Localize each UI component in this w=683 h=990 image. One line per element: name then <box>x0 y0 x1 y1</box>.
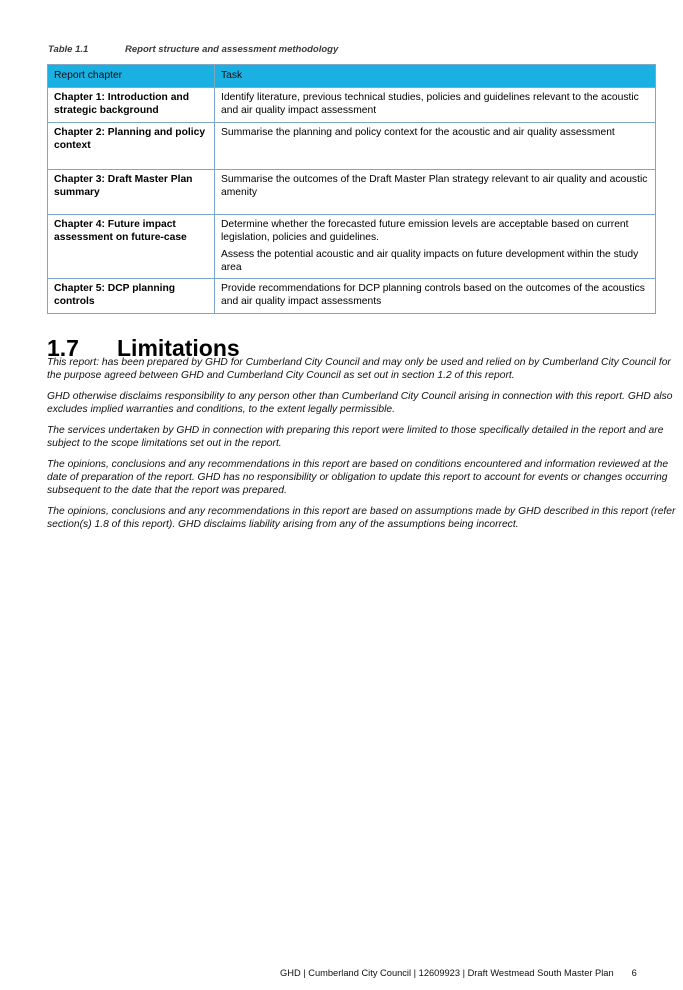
task-text: Summarise the planning and policy context for the acoustic and air quality assessment <box>221 127 615 138</box>
task-cell <box>215 88 656 123</box>
task-text: Assess the potential acoustic and air quality impacts on future development within the study area <box>221 249 639 273</box>
chapter-cell: Chapter 2: Planning and policy context <box>48 123 215 170</box>
header-report-chapter: Report chapter <box>48 65 215 88</box>
page-footer <box>280 968 637 978</box>
limitations-paragraph: This report: has been prepared by GHD for Cumberland City Council and may only be used and relied on by Cumberland City Council for the purpose agreed between GHD and Cumberland City Council as set out in section 1.2 of this report. <box>47 357 671 381</box>
limitations-paragraph: The opinions, conclusions and any recommendations in this report are based on assumptions made by GHD described in this report (refer section(s) 1.8 of this report). GHD disclaims liability arising from any of the assumptions being incorrect. <box>47 506 676 530</box>
header-task: Task <box>215 65 656 88</box>
table-row <box>48 88 656 123</box>
task-cell <box>215 279 656 314</box>
section-title: Limitations <box>117 335 240 362</box>
table-row <box>48 215 656 279</box>
limitations-paragraph: The services undertaken by GHD in connection with preparing this report were limited to those specifically detailed in the report and are subject to the scope limitations set out in the report. <box>47 425 664 449</box>
table-caption <box>48 44 338 55</box>
table-caption-title: Report structure and assessment methodology <box>125 44 339 55</box>
task-text: Determine whether the forecasted future emission levels are acceptable based on current legislation, policies and guidelines. <box>221 219 629 243</box>
limitations-body <box>47 356 679 539</box>
page-number: 6 <box>631 968 637 978</box>
table-row <box>48 170 656 215</box>
limitations-paragraph: The opinions, conclusions and any recommendations in this report are based on conditions encountered and information reviewed at the date of preparation of the report. GHD has no responsibility or obligation to update this report to account for events or changes occurring subsequent to the date that the report was prepared. <box>47 459 669 496</box>
chapter-cell: Chapter 5: DCP planning controls <box>48 279 215 314</box>
task-cell <box>215 215 656 279</box>
task-cell <box>215 170 656 215</box>
task-cell <box>215 123 656 170</box>
section-number: 1.7 <box>47 335 79 362</box>
task-text: Provide recommendations for DCP planning controls based on the outcomes of the acoustics and air quality impact assessments <box>221 283 645 307</box>
table-row <box>48 279 656 314</box>
limitations-paragraph: GHD otherwise disclaims responsibility to any person other than Cumberland City Council arising in connection with this report. GHD also excludes implied warranties and conditions, to the extent legally permissible. <box>47 391 673 415</box>
task-text: Identify literature, previous technical studies, policies and guidelines relevant to the acoustic and air quality impact assessment <box>221 92 639 116</box>
task-text: Summarise the outcomes of the Draft Master Plan strategy relevant to air quality and acoustic amenity <box>221 174 648 198</box>
chapter-cell: Chapter 4: Future impact assessment on future-case <box>48 215 215 279</box>
report-structure-table <box>47 64 656 314</box>
chapter-cell: Chapter 3: Draft Master Plan summary <box>48 170 215 215</box>
table-row <box>48 123 656 170</box>
footer-text: GHD | Cumberland City Council | 12609923 | Draft Westmead South Master Plan <box>280 968 614 978</box>
table-header-row <box>48 65 656 88</box>
table-caption-number: Table 1.1 <box>48 44 89 55</box>
chapter-cell: Chapter 1: Introduction and strategic background <box>48 88 215 123</box>
